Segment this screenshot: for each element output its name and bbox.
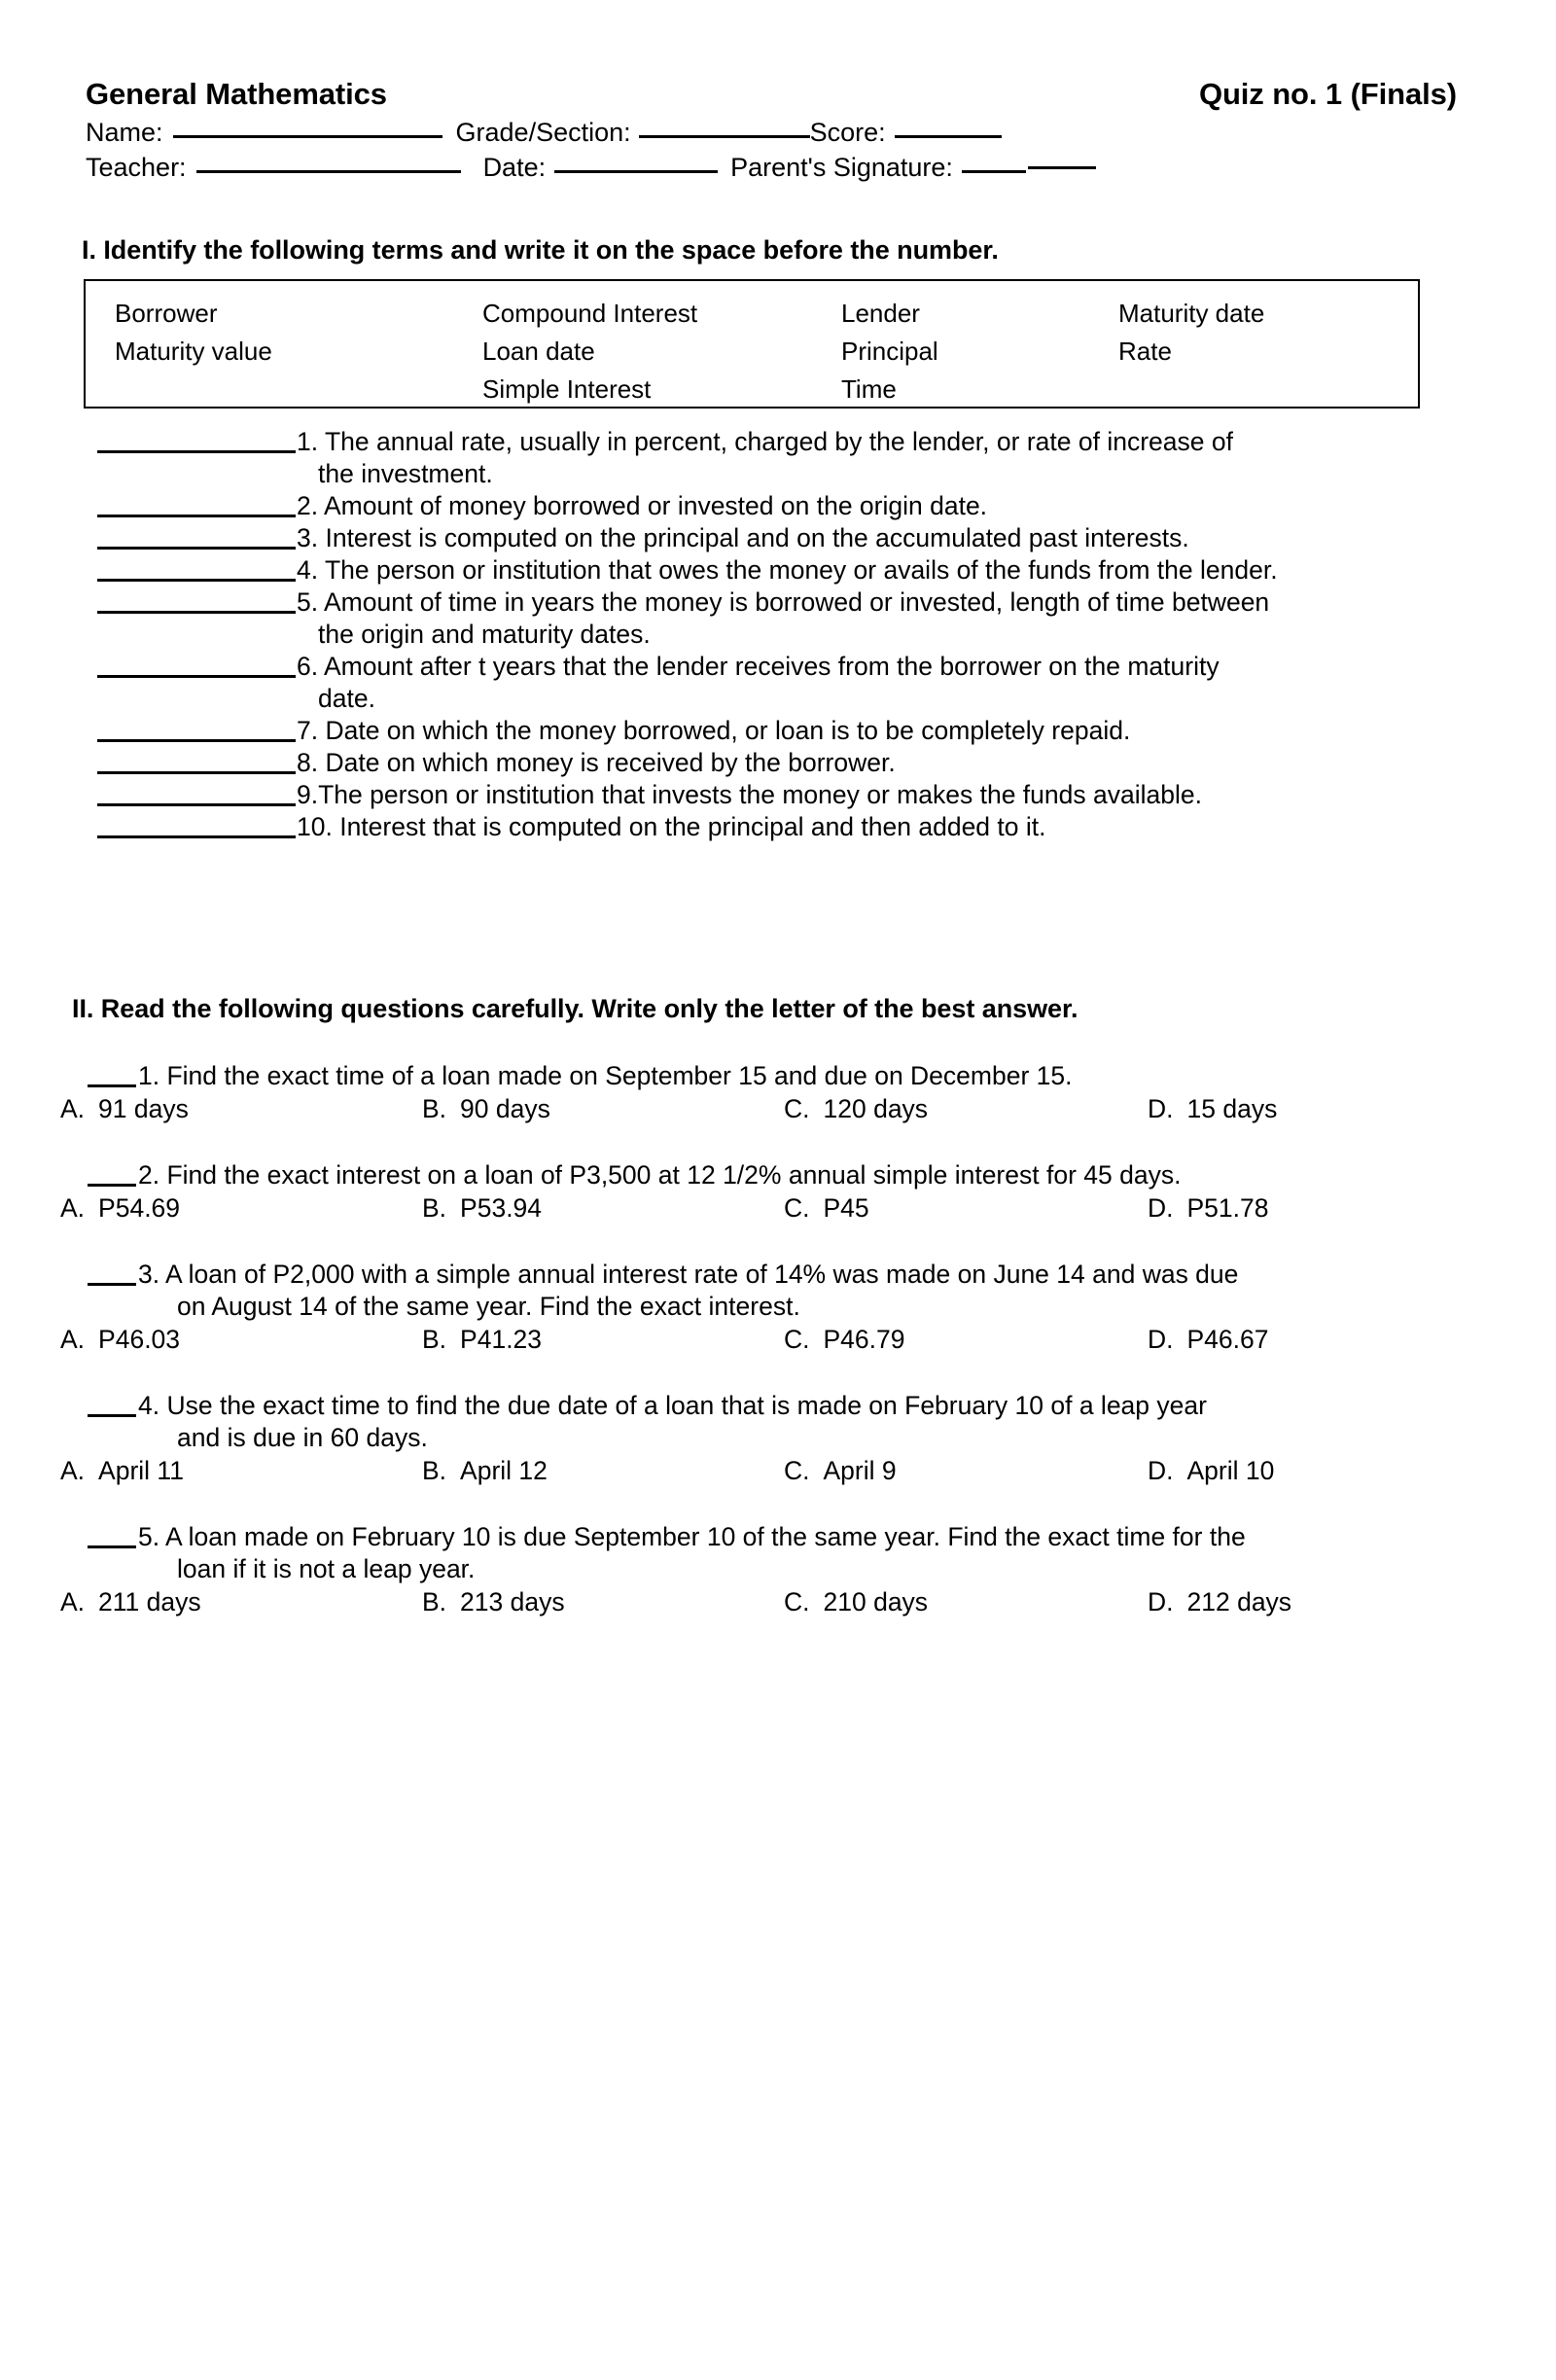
option-letter: C.: [784, 1456, 810, 1485]
document-header: [86, 78, 1457, 186]
grade-section-label: Grade/Section:: [455, 117, 631, 147]
option-value: P41.23: [460, 1325, 543, 1354]
date-label: Date:: [482, 153, 547, 183]
answer-blank[interactable]: [88, 1184, 136, 1187]
option-letter: D.: [1148, 1193, 1174, 1223]
term-item: Time: [841, 374, 897, 404]
term-column-1: [115, 295, 272, 371]
answer-option[interactable]: [60, 1093, 189, 1125]
option-letter: B.: [422, 1587, 447, 1616]
option-letter: D.: [1148, 1587, 1174, 1616]
teacher-label: Teacher:: [86, 153, 187, 183]
option-value: 15 days: [1186, 1094, 1278, 1123]
identification-item-text-continued: the origin and maturity dates.: [318, 620, 651, 649]
identification-item: [60, 522, 1480, 554]
term-item: Maturity date: [1118, 299, 1265, 328]
quiz-title: Quiz no. 1 (Finals): [1198, 77, 1457, 111]
option-letter: A.: [60, 1456, 86, 1485]
name-label: Name:: [86, 117, 163, 147]
answer-blank[interactable]: [97, 579, 296, 582]
option-letter: A.: [60, 1325, 86, 1354]
option-value: 213 days: [460, 1587, 565, 1616]
score-label: Score:: [809, 117, 886, 147]
option-value: 210 days: [823, 1587, 929, 1616]
answer-option[interactable]: [1148, 1455, 1274, 1487]
answer-blank[interactable]: [88, 1545, 136, 1548]
answer-option[interactable]: [422, 1324, 542, 1356]
option-value: April 10: [1186, 1456, 1275, 1485]
option-letter: B.: [422, 1094, 447, 1123]
answer-option[interactable]: [1148, 1324, 1269, 1356]
identification-item-text-continued: the investment.: [318, 459, 493, 488]
student-info-row-1: [86, 116, 1457, 151]
answer-option[interactable]: [60, 1455, 184, 1487]
identification-item-text: 10. Interest that is computed on the principal and then added to it.: [297, 812, 1046, 841]
option-letter: A.: [60, 1587, 86, 1616]
answer-options-row: [60, 1192, 1500, 1226]
option-letter: C.: [784, 1094, 810, 1123]
identification-item: [60, 490, 1480, 522]
question-stem: [60, 1259, 1500, 1323]
option-value: P53.94: [460, 1193, 543, 1223]
question-stem: [60, 1390, 1500, 1454]
date-field-blank[interactable]: [554, 170, 718, 173]
option-letter: A.: [60, 1193, 86, 1223]
answer-option[interactable]: [60, 1192, 180, 1225]
question-stem-text-continued: and is due in 60 days.: [177, 1423, 428, 1452]
identification-item-text: 9.The person or institution that invests the money or makes the funds available.: [297, 780, 1202, 809]
grade-section-field-blank[interactable]: [639, 135, 810, 138]
term-item: Compound Interest: [482, 299, 698, 328]
page-title: General Mathematics: [86, 77, 387, 111]
identification-item-text: 5. Amount of time in years the money is borrowed or invested, length of time between: [297, 587, 1270, 617]
answer-option[interactable]: [422, 1455, 548, 1487]
identification-item: [60, 554, 1480, 586]
option-letter: B.: [422, 1325, 447, 1354]
identification-item-text: 3. Interest is computed on the principal and on the accumulated past interests.: [297, 523, 1189, 552]
answer-blank[interactable]: [97, 450, 296, 453]
title-row: [86, 78, 1457, 112]
answer-blank[interactable]: [97, 547, 296, 550]
multiple-choice-question: [60, 1521, 1500, 1619]
name-field-blank[interactable]: [173, 135, 442, 138]
answer-option[interactable]: [784, 1455, 897, 1487]
multiple-choice-question: [60, 1060, 1500, 1126]
option-value: April 9: [823, 1456, 897, 1485]
term-column-2: [482, 295, 697, 409]
identification-item: [60, 715, 1480, 747]
answer-option[interactable]: [784, 1586, 928, 1618]
question-stem: [60, 1521, 1500, 1585]
multiple-choice-question: [60, 1390, 1500, 1488]
option-letter: C.: [784, 1587, 810, 1616]
option-value: 90 days: [460, 1094, 550, 1123]
term-item: Borrower: [115, 299, 218, 328]
option-value: P54.69: [98, 1193, 181, 1223]
term-item: Rate: [1118, 337, 1172, 366]
question-stem: [60, 1060, 1500, 1092]
option-value: P46.03: [98, 1325, 181, 1354]
student-info-row-2: [86, 151, 1457, 186]
section-2-question-list: [60, 1060, 1500, 1652]
identification-item-text: 2. Amount of money borrowed or invested on the origin date.: [297, 491, 988, 520]
identification-item-text: 8. Date on which money is received by the borrower.: [297, 748, 896, 777]
answer-options-row: [60, 1586, 1500, 1619]
identification-item-text-continued: date.: [318, 684, 375, 713]
multiple-choice-question: [60, 1259, 1500, 1357]
option-value: P46.79: [823, 1325, 905, 1354]
answer-blank[interactable]: [97, 835, 296, 838]
term-column-3: [841, 295, 938, 409]
term-item: Maturity value: [115, 337, 272, 366]
question-stem-text: 4. Use the exact time to find the due date of a loan that is made on February 10 of a leap year: [138, 1391, 1207, 1420]
option-letter: B.: [422, 1193, 447, 1223]
term-item: Lender: [841, 299, 920, 328]
question-stem-text: 5. A loan made on February 10 is due September 10 of the same year. Find the exact time for the: [138, 1522, 1246, 1551]
identification-item: [60, 747, 1480, 779]
option-value: P51.78: [1186, 1193, 1269, 1223]
answer-option[interactable]: [422, 1192, 542, 1225]
answer-option[interactable]: [784, 1093, 928, 1125]
parent-signature-label: Parent's Signature:: [730, 153, 953, 183]
question-stem-text-continued: on August 14 of the same year. Find the exact interest.: [177, 1292, 800, 1321]
option-value: 120 days: [823, 1094, 929, 1123]
answer-blank[interactable]: [88, 1283, 136, 1286]
identification-item-text: 1. The annual rate, usually in percent, charged by the lender, or rate of increase of: [297, 427, 1233, 456]
multiple-choice-question: [60, 1159, 1500, 1226]
option-value: P45: [823, 1193, 869, 1223]
identification-item-text: 6. Amount after t years that the lender receives from the borrower on the maturity: [297, 652, 1220, 681]
option-letter: C.: [784, 1325, 810, 1354]
identification-item-text: 4. The person or institution that owes the money or avails of the funds from the lender.: [297, 555, 1278, 585]
answer-option[interactable]: [1148, 1192, 1269, 1225]
identification-item: [60, 586, 1480, 651]
answer-option[interactable]: [422, 1093, 550, 1125]
term-item: Principal: [841, 337, 938, 366]
question-stem-text: 2. Find the exact interest on a loan of P3,500 at 12 1/2% annual simple interest for 45 days.: [138, 1160, 1182, 1190]
section-1-item-list: [60, 426, 1480, 843]
term-bank-box: [84, 279, 1420, 409]
parent-signature-field-blank-2[interactable]: [1028, 166, 1096, 169]
section-1-heading: I. Identify the following terms and write it on the space before the number.: [82, 235, 999, 265]
term-bank-grid: [86, 281, 1418, 407]
option-letter: B.: [422, 1456, 447, 1485]
answer-blank[interactable]: [97, 803, 296, 806]
answer-blank[interactable]: [97, 611, 296, 614]
answer-options-row: [60, 1455, 1500, 1488]
question-stem-text: 1. Find the exact time of a loan made on September 15 and due on December 15.: [138, 1061, 1073, 1090]
option-letter: D.: [1148, 1456, 1174, 1485]
answer-option[interactable]: [1148, 1093, 1277, 1125]
option-letter: D.: [1148, 1094, 1174, 1123]
term-item: Simple Interest: [482, 374, 652, 404]
answer-blank[interactable]: [97, 515, 296, 517]
identification-item: [60, 811, 1480, 843]
option-value: P46.67: [1186, 1325, 1269, 1354]
question-stem-text: 3. A loan of P2,000 with a simple annual interest rate of 14% was made on June 14 and was due: [138, 1260, 1239, 1289]
answer-option[interactable]: [60, 1324, 180, 1356]
question-stem: [60, 1159, 1500, 1191]
answer-options-row: [60, 1093, 1500, 1126]
answer-blank[interactable]: [88, 1084, 136, 1087]
answer-option[interactable]: [60, 1586, 201, 1618]
term-column-4: [1118, 295, 1264, 371]
option-letter: C.: [784, 1193, 810, 1223]
section-2-heading: II. Read the following questions carefully. Write only the letter of the best answer.: [72, 994, 1079, 1023]
answer-blank[interactable]: [97, 771, 296, 774]
answer-options-row: [60, 1324, 1500, 1357]
identification-item-text: 7. Date on which the money borrowed, or loan is to be completely repaid.: [297, 716, 1131, 745]
parent-signature-field-blank[interactable]: [962, 170, 1026, 173]
answer-option[interactable]: [1148, 1586, 1291, 1618]
answer-option[interactable]: [422, 1586, 565, 1618]
option-letter: D.: [1148, 1325, 1174, 1354]
option-value: 211 days: [98, 1587, 201, 1616]
answer-blank[interactable]: [97, 675, 296, 678]
answer-blank[interactable]: [97, 739, 296, 742]
option-value: April 12: [460, 1456, 548, 1485]
identification-item: [60, 426, 1480, 490]
option-value: April 11: [98, 1456, 184, 1485]
answer-option[interactable]: [784, 1324, 905, 1356]
score-field-blank[interactable]: [895, 135, 1002, 138]
answer-blank[interactable]: [88, 1414, 136, 1417]
identification-item: [60, 779, 1480, 811]
option-letter: A.: [60, 1094, 86, 1123]
identification-item: [60, 651, 1480, 715]
question-stem-text-continued: loan if it is not a leap year.: [177, 1554, 476, 1583]
option-value: 212 days: [1186, 1587, 1292, 1616]
option-value: 91 days: [98, 1094, 189, 1123]
teacher-field-blank[interactable]: [196, 170, 461, 173]
answer-option[interactable]: [784, 1192, 869, 1225]
term-item: Loan date: [482, 337, 595, 366]
